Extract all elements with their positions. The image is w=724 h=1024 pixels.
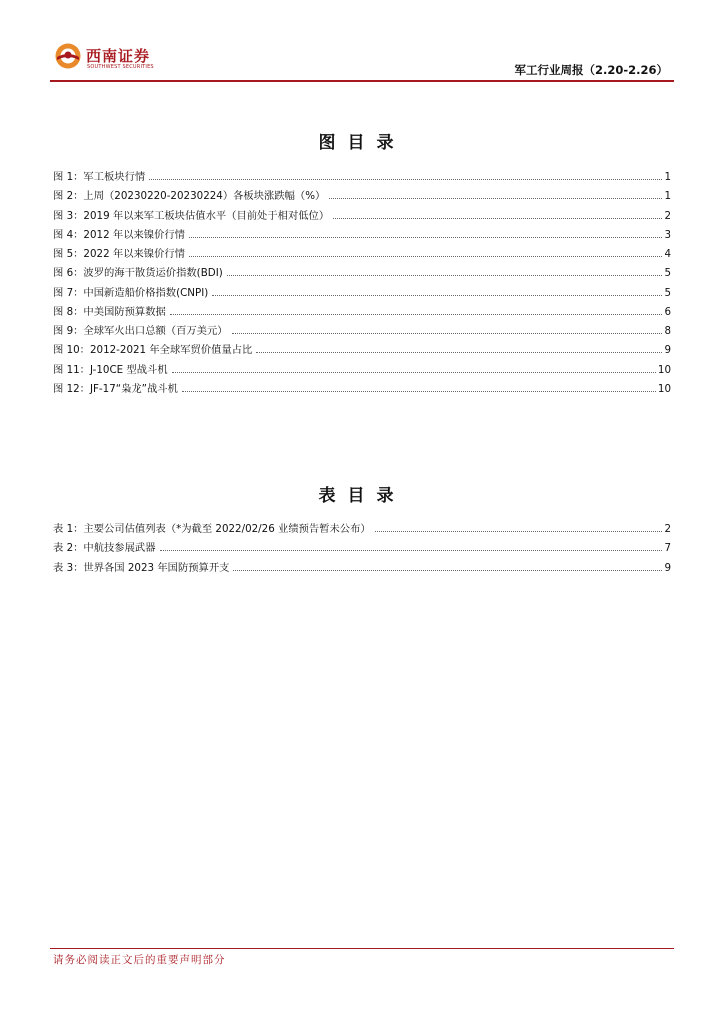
toc-leader-dots <box>172 371 656 373</box>
toc-leader-dots <box>375 530 663 532</box>
logo-text-cn: 西南证券 <box>86 47 151 65</box>
toc-page-number[interactable]: 2 <box>664 523 671 535</box>
toc-entry[interactable] <box>53 168 671 187</box>
toc-entry-label[interactable]: 图 3：2019 年以来军工板块估值水平（目前处于相对低位） <box>53 209 330 222</box>
toc-entry-label[interactable]: 图 4：2012 年以来镍价行情 <box>53 228 185 241</box>
toc-leader-dots <box>189 255 662 257</box>
toc-leader-dots <box>227 274 663 276</box>
toc-entry[interactable] <box>53 303 671 322</box>
toc-entry-label[interactable]: 表 1：主要公司估值列表（*为截至 2022/02/26 业绩预告暂未公布） <box>53 523 371 535</box>
header-divider <box>50 80 674 82</box>
toc-entry-label[interactable]: 图 1：军工板块行情 <box>53 171 146 183</box>
toc-entry[interactable] <box>53 361 671 380</box>
report-title: 军工行业周报（2.20-2.26） <box>514 63 668 77</box>
toc-leader-dots <box>170 313 663 315</box>
figures-toc-title: 图目录 <box>318 133 406 153</box>
page-header <box>0 0 724 82</box>
toc-leader-dots <box>329 197 662 199</box>
toc-leader-dots <box>333 217 662 219</box>
toc-entry-label[interactable]: 表 3：世界各国 2023 年国防预算开支 <box>53 561 230 574</box>
toc-leader-dots <box>182 390 656 392</box>
toc-page-number[interactable]: 1 <box>664 171 671 183</box>
toc-page-number[interactable]: 9 <box>664 344 671 357</box>
tables-toc-title: 表目录 <box>318 486 406 506</box>
toc-page-number[interactable]: 1 <box>664 190 671 203</box>
toc-entry[interactable] <box>53 520 671 539</box>
toc-leader-dots <box>256 351 662 353</box>
toc-entry-label[interactable]: 图 12：JF-17“枭龙”战斗机 <box>53 382 178 395</box>
toc-entry[interactable] <box>53 380 671 399</box>
figures-toc-list <box>53 168 671 399</box>
footer-divider <box>50 948 674 949</box>
toc-page-number[interactable]: 5 <box>664 267 671 280</box>
toc-leader-dots <box>160 549 663 551</box>
toc-page-number[interactable]: 5 <box>664 286 671 299</box>
toc-page-number[interactable]: 6 <box>664 305 671 318</box>
toc-entry[interactable] <box>53 539 671 558</box>
toc-entry[interactable] <box>53 226 671 245</box>
toc-leader-dots <box>232 332 663 334</box>
toc-leader-dots <box>189 236 662 238</box>
toc-page-number[interactable]: 10 <box>657 363 671 376</box>
toc-entry-label[interactable]: 图 11：J-10CE 型战斗机 <box>53 363 168 376</box>
toc-entry-label[interactable]: 图 9：全球军火出口总额（百万美元） <box>53 325 228 337</box>
toc-entry-label[interactable]: 图 6：波罗的海干散货运价指数(BDI) <box>53 267 223 280</box>
toc-entry[interactable] <box>53 207 671 226</box>
toc-entry-label[interactable]: 图 10：2012-2021 年全球军贸价值量占比 <box>53 344 253 357</box>
toc-entry-label[interactable]: 图 2：上周（20230220-20230224）各板块涨跌幅（%） <box>53 190 326 203</box>
toc-page-number[interactable]: 3 <box>664 228 671 241</box>
toc-entry[interactable] <box>53 284 671 303</box>
toc-leader-dots <box>149 178 662 180</box>
toc-page-number[interactable]: 7 <box>664 542 671 555</box>
toc-page-number[interactable]: 9 <box>664 561 671 574</box>
toc-entry[interactable] <box>53 264 671 283</box>
company-logo <box>54 42 164 76</box>
tables-toc-list <box>53 520 671 578</box>
logo-text-en: SOUTHWEST SECURITIES <box>87 64 154 70</box>
toc-entry[interactable] <box>53 322 671 341</box>
toc-entry-label[interactable]: 图 7：中国新造船价格指数(CNPI) <box>53 286 209 299</box>
toc-page-number[interactable]: 10 <box>657 382 671 395</box>
footer-disclaimer: 请务必阅读正文后的重要声明部分 <box>53 954 226 966</box>
toc-page-number[interactable]: 4 <box>664 248 671 260</box>
logo-mark-icon <box>54 42 82 70</box>
toc-entry[interactable] <box>53 245 671 264</box>
toc-entry-label[interactable]: 图 8：中美国防预算数据 <box>53 305 166 318</box>
toc-entry[interactable] <box>53 341 671 360</box>
toc-entry[interactable] <box>53 187 671 206</box>
toc-leader-dots <box>212 294 662 296</box>
toc-entry[interactable] <box>53 559 671 578</box>
toc-entry-label[interactable]: 图 5：2022 年以来镍价行情 <box>53 248 185 260</box>
toc-page-number[interactable]: 8 <box>664 325 671 337</box>
toc-leader-dots <box>233 569 662 571</box>
toc-entry-label[interactable]: 表 2：中航技参展武器 <box>53 542 156 555</box>
toc-page-number[interactable]: 2 <box>664 209 671 222</box>
